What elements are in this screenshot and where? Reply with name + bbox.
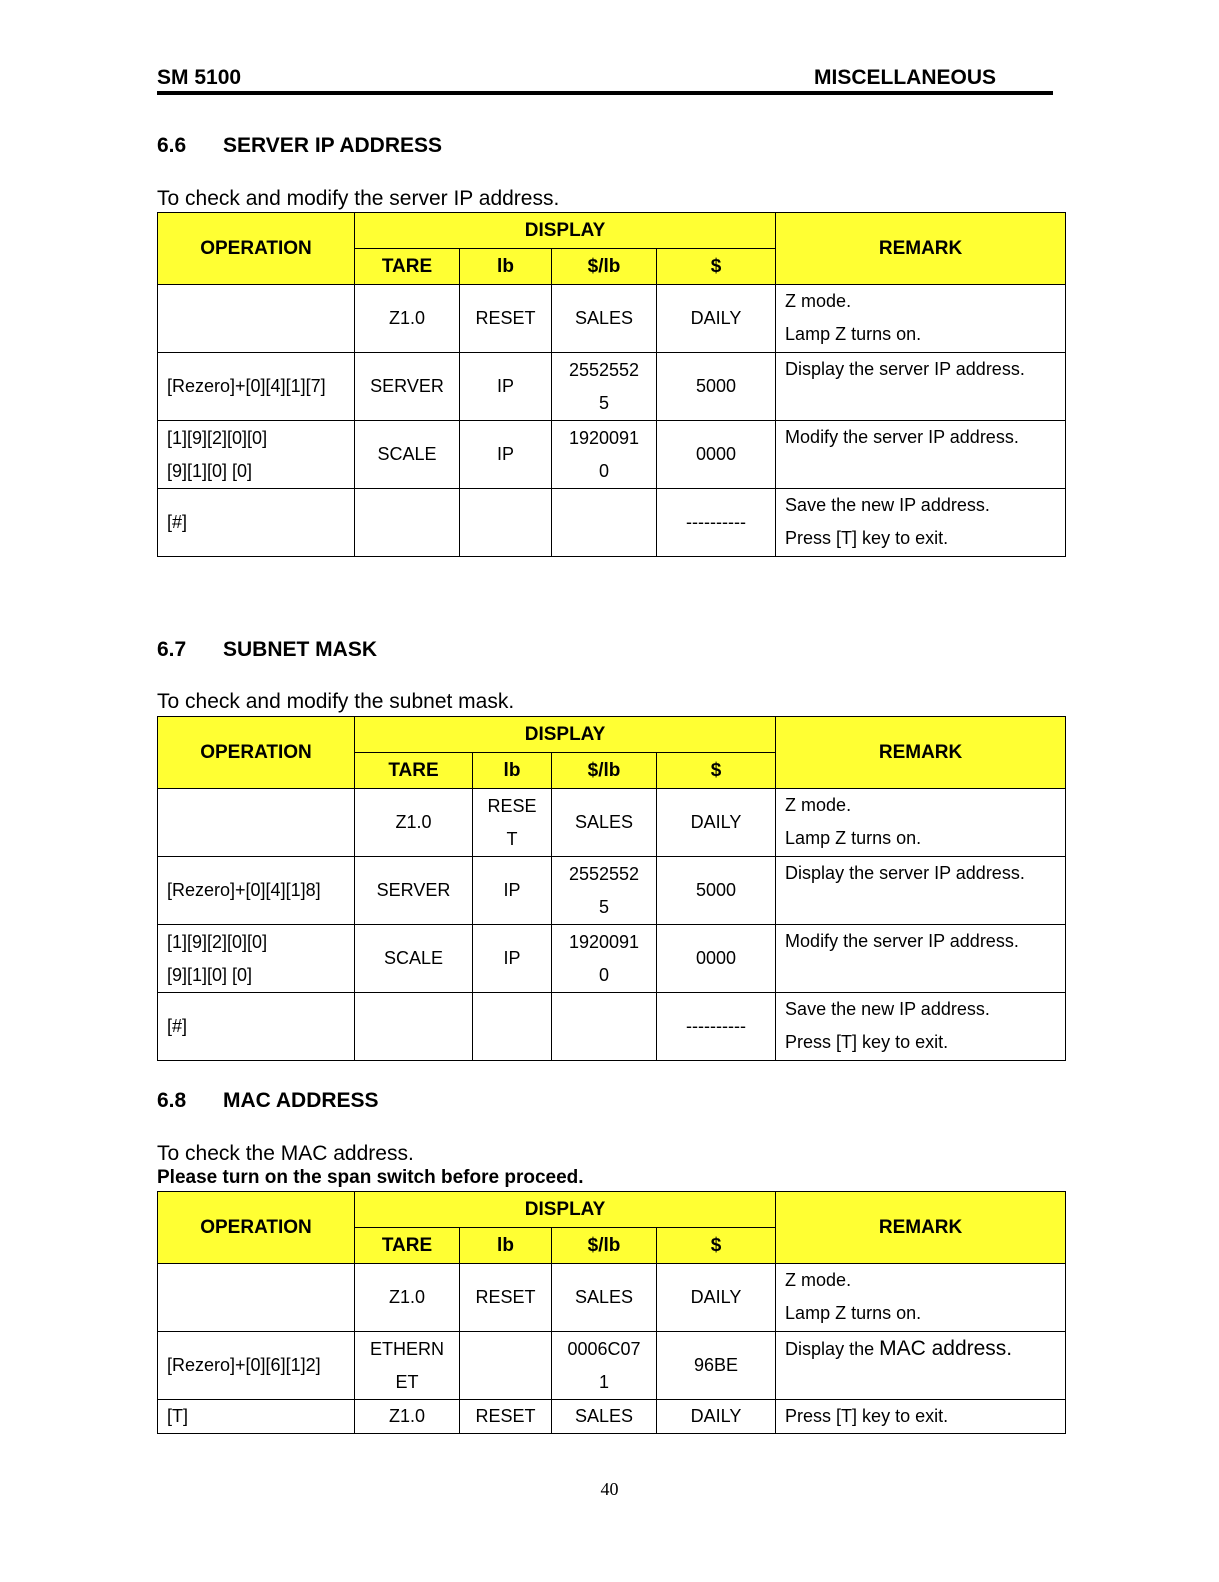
operation-cell: [#] <box>158 993 355 1061</box>
price-cell: ---------- <box>657 489 776 557</box>
section-intro: To check and modify the subnet mask. <box>157 690 515 713</box>
price-cell: ---------- <box>657 993 776 1061</box>
lb-cell: IP <box>473 925 552 993</box>
table-row <box>158 489 1066 557</box>
doc-chapter-label: MISCELLANEOUS <box>814 66 997 89</box>
tare-cell: Z1.0 <box>355 285 460 353</box>
price-per-lb-cell: 0006C07 1 <box>552 1332 657 1400</box>
operation-cell: [Rezero]+[0][4][1]8] <box>158 857 355 925</box>
tare-cell: SERVER <box>355 857 473 925</box>
operation-cell: [1][9][2][0][0] [9][1][0] [0] <box>158 421 355 489</box>
col-header-operation: OPERATION <box>158 1192 355 1264</box>
operation-cell: [#] <box>158 489 355 557</box>
section-title: SUBNET MASK <box>223 638 378 661</box>
remark-cell: Z mode. Lamp Z turns on. <box>776 1264 1066 1332</box>
tare-cell: Z1.0 <box>355 789 473 857</box>
remark-cell: Display the server IP address. <box>776 857 1066 925</box>
section-number: 6.8 <box>157 1089 187 1112</box>
tare-cell: SCALE <box>355 421 460 489</box>
table-row <box>158 925 1066 993</box>
remark-cell: Z mode. Lamp Z turns on. <box>776 285 1066 353</box>
tare-cell <box>355 993 473 1061</box>
operation-cell: [Rezero]+[0][4][1][7] <box>158 353 355 421</box>
table-row <box>158 421 1066 489</box>
remark-cell: Display the server IP address. <box>776 353 1066 421</box>
operation-cell <box>158 1264 355 1332</box>
price-per-lb-cell: SALES <box>552 1400 657 1434</box>
col-header-remark: REMARK <box>776 717 1066 789</box>
operation-cell <box>158 285 355 353</box>
section-number: 6.6 <box>157 134 187 157</box>
operation-cell: [Rezero]+[0][6][1]2] <box>158 1332 355 1400</box>
tare-cell: ETHERN ET <box>355 1332 460 1400</box>
price-per-lb-cell: 1920091 0 <box>552 421 657 489</box>
price-cell: DAILY <box>657 285 776 353</box>
span-switch-note: Please turn on the span switch before proceed. <box>157 1167 584 1188</box>
col-header-lb: lb <box>473 753 552 789</box>
tare-cell: Z1.0 <box>355 1264 460 1332</box>
price-cell: DAILY <box>657 1264 776 1332</box>
lb-cell: IP <box>473 857 552 925</box>
section-intro: To check and modify the server IP address. <box>157 187 560 210</box>
lb-cell: RESET <box>460 285 552 353</box>
remark-cell: Press [T] key to exit. <box>776 1400 1066 1434</box>
col-header-display: DISPLAY <box>355 717 776 753</box>
table-row <box>158 353 1066 421</box>
price-cell: 0000 <box>657 925 776 993</box>
col-header-tare: TARE <box>355 753 473 789</box>
table-row <box>158 789 1066 857</box>
lb-cell <box>460 1332 552 1400</box>
operation-cell <box>158 789 355 857</box>
lb-cell: RESET <box>460 1400 552 1434</box>
lb-cell: IP <box>460 421 552 489</box>
tare-cell: Z1.0 <box>355 1400 460 1434</box>
col-header-display: DISPLAY <box>355 1192 776 1228</box>
price-per-lb-cell: 2552552 5 <box>552 353 657 421</box>
col-header-remark: REMARK <box>776 1192 1066 1264</box>
remark-cell: Save the new IP address. Press [T] key to exit. <box>776 993 1066 1061</box>
table-row <box>158 285 1066 353</box>
price-cell: 0000 <box>657 421 776 489</box>
lb-cell <box>460 489 552 557</box>
col-header-lb: lb <box>460 1228 552 1264</box>
col-header-operation: OPERATION <box>158 213 355 285</box>
col-header-operation: OPERATION <box>158 717 355 789</box>
remark-cell: Display the MAC address. <box>776 1332 1066 1400</box>
remark-cell: Modify the server IP address. <box>776 925 1066 993</box>
price-per-lb-cell: 1920091 0 <box>552 925 657 993</box>
price-per-lb-cell: 2552552 5 <box>552 857 657 925</box>
price-per-lb-cell <box>552 489 657 557</box>
table-row <box>158 1264 1066 1332</box>
operation-cell: [1][9][2][0][0] [9][1][0] [0] <box>158 925 355 993</box>
col-header-tare: TARE <box>355 1228 460 1264</box>
doc-model-label: SM 5100 <box>157 66 242 89</box>
table-row <box>158 1332 1066 1400</box>
col-header-display: DISPLAY <box>355 213 776 249</box>
table-row <box>158 1400 1066 1434</box>
price-cell: 5000 <box>657 857 776 925</box>
price-cell: DAILY <box>657 789 776 857</box>
col-header-lb: lb <box>460 249 552 285</box>
price-cell: 96BE <box>657 1332 776 1400</box>
lb-cell: RESET <box>460 1264 552 1332</box>
section-intro: To check the MAC address. <box>157 1142 414 1165</box>
section-number: 6.7 <box>157 638 187 661</box>
lb-cell <box>473 993 552 1061</box>
col-header-remark: REMARK <box>776 213 1066 285</box>
page-number: 40 <box>600 1479 619 1499</box>
col-header-tare: TARE <box>355 249 460 285</box>
lb-cell: RESE T <box>473 789 552 857</box>
remark-cell: Z mode. Lamp Z turns on. <box>776 789 1066 857</box>
col-header-price-per-lb: $/lb <box>552 249 657 285</box>
section-title: SERVER IP ADDRESS <box>223 134 443 157</box>
price-per-lb-cell: SALES <box>552 1264 657 1332</box>
col-header-price: $ <box>657 1228 776 1264</box>
tare-cell <box>355 489 460 557</box>
col-header-price-per-lb: $/lb <box>552 1228 657 1264</box>
price-per-lb-cell <box>552 993 657 1061</box>
price-per-lb-cell: SALES <box>552 285 657 353</box>
server-ip-table <box>157 212 1066 557</box>
subnet-mask-table <box>157 716 1066 1061</box>
remark-cell: Modify the server IP address. <box>776 421 1066 489</box>
lb-cell: IP <box>460 353 552 421</box>
mac-address-table <box>157 1191 1066 1434</box>
remark-cell: Save the new IP address. Press [T] key to exit. <box>776 489 1066 557</box>
tare-cell: SCALE <box>355 925 473 993</box>
table-row <box>158 857 1066 925</box>
operation-cell: [T] <box>158 1400 355 1434</box>
header-rule <box>157 91 1053 95</box>
price-cell: 5000 <box>657 353 776 421</box>
price-cell: DAILY <box>657 1400 776 1434</box>
price-per-lb-cell: SALES <box>552 789 657 857</box>
col-header-price: $ <box>657 249 776 285</box>
table-row <box>158 993 1066 1061</box>
tare-cell: SERVER <box>355 353 460 421</box>
col-header-price-per-lb: $/lb <box>552 753 657 789</box>
col-header-price: $ <box>657 753 776 789</box>
section-title: MAC ADDRESS <box>223 1089 379 1112</box>
